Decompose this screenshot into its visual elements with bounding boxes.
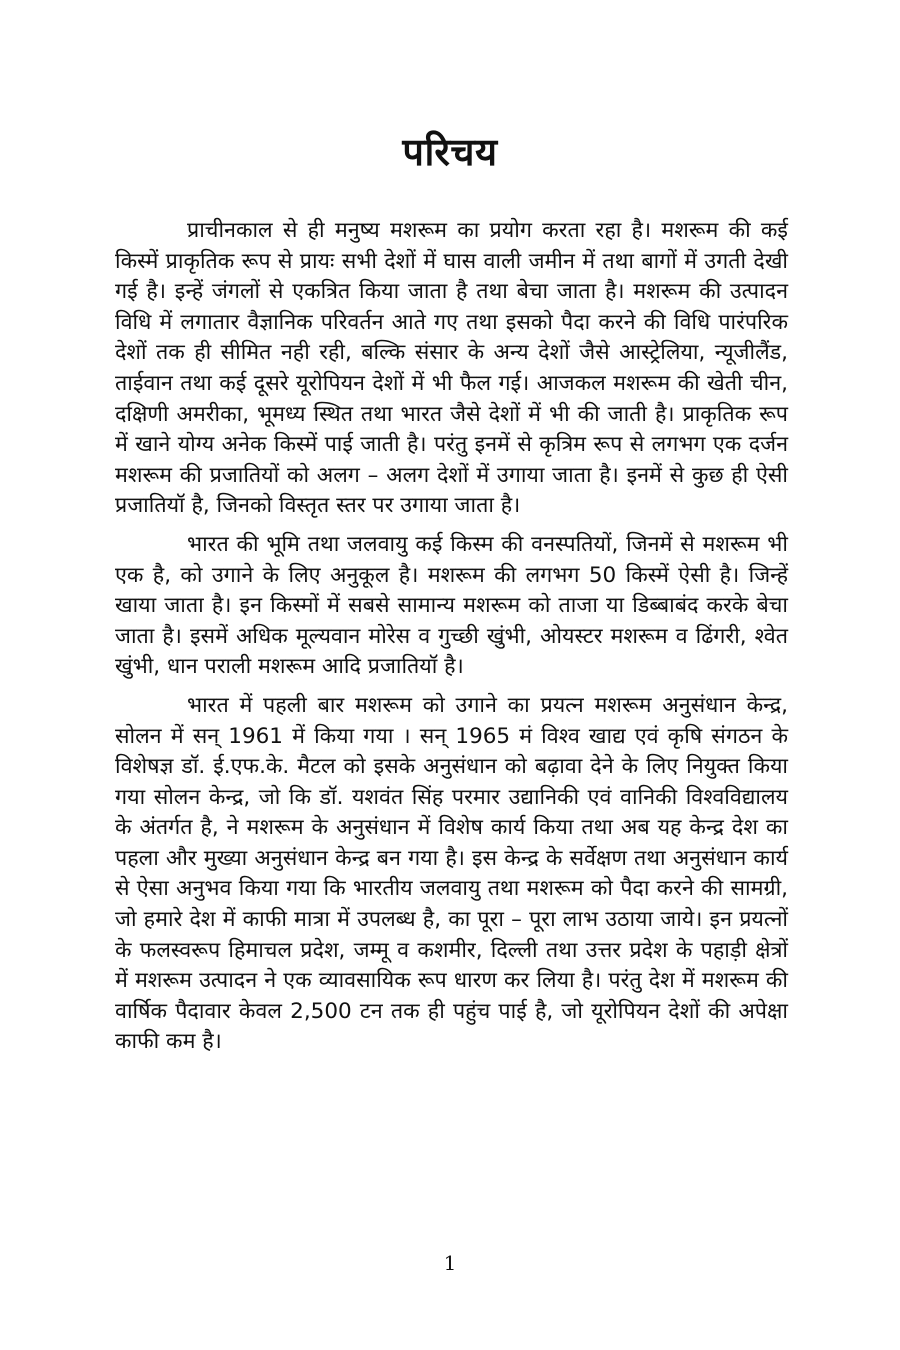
- page-title: परिचय: [402, 130, 498, 174]
- paragraph-research-solan: भारत में पहली बार मशरूम को उगाने का प्रयत्न मशरूम अनुसंधान केन्द्र, सोलन में सन् 1961 में किया गया । सन् 1965 मं विश्व खाद्य एवं कृषि संगठन के विशेषज्ञ डॉ. ई.एफ.के. मैटल को इसके अनुसंधान को बढ़ावा देने के लिए नियुक्त किया गया सोलन केन्द्र, जो कि डॉ. यशवंत सिंह परमार उद्यानिकी एवं वानिकी विश्वविद्यालय के अंतर्गत है, ने मशरूम के अनुसंधान में विशेष कार्य किया तथा अब यह केन्द्र देश का पहला और मुख्या अनुसंधान केन्द्र बन गया है। इस केन्द्र के सर्वेक्षण तथा अनुसंधान कार्य से ऐसा अनुभव किया गया कि भारतीय जलवायु तथा मशरूम को पैदा करने की सामग्री, जो हमारे देश में काफी मात्रा में उपलब्ध है, का पूरा – पूरा लाभ उठाया जाये। इन प्रयत्नों के फलस्वरूप हिमाचल प्रदेश, जम्मू व कशमीर, दिल्ली तथा उत्तर प्रदेश के पहाड़ी क्षेत्रों में मशरूम उत्पादन ने एक व्यावसायिक रूप धारण कर लिया है। परंतु देश में मशरूम की वार्षिक पैदावार केवल 2,500 टन तक ही पहुंच पाई है, जो यूरोपियन देशों की अपेक्षा काफी कम है।: [115, 692, 788, 1055]
- paragraph-india-climate: भारत की भूमि तथा जलवायु कई किस्म की वनस्पतियों, जिनमें से मशरूम भी एक है, को उगाने के लिए अनुकूल है। मशरूम की लगभग 50 किस्में ऐसी है। जिन्हें खाया जाता है। इन किस्मों में सबसे सामान्य मशरूम को ताजा या डिब्बाबंद करके बेचा जाता है। इसमें अधिक मूल्यवान मोरेस व गुच्छी खुंभी, ओयस्टर मशरूम व ढिंगरी, श्वेत खुंभी, धान पराली मशरूम आदि प्रजातियॉ है।: [115, 531, 788, 680]
- body-text: [115, 216, 788, 1066]
- paragraph-intro-history: प्राचीनकाल से ही मनुष्य मशरूम का प्रयोग करता रहा है। मशरूम की कई किस्में प्राकृतिक रूप से प्रायः सभी देशों में घास वाली जमीन में तथा बागों में उगती देखी गई है। इन्हें जंगलों से एकत्रित किया जाता है तथा बेचा जाता है। मशरूम की उत्पादन विधि में लगातार वैज्ञानिक परिवर्तन आते गए तथा इसको पैदा करने की विधि पारंपरिक देशों तक ही सीमित नही रही, बल्कि संसार के अन्य देशों जैसे आस्ट्रेलिया, न्यूजीलैंड, ताईवान तथा कई दूसरे यूरोपियन देशों में भी फैल गई। आजकल मशरूम की खेती चीन, दक्षिणी अमरीका, भूमध्य स्थित तथा भारत जैसे देशों में भी की जाती है। प्राकृतिक रूप में खाने योग्य अनेक किस्में पाई जाती है। परंतु इनमें से कृत्रिम रूप से लगभग एक दर्जन मशरूम की प्रजातियों को अलग – अलग देशों में उगाया जाता है। इनमें से कुछ ही ऐसी प्रजातियॉ है, जिनको विस्तृत स्तर पर उगाया जाता है।: [115, 218, 788, 519]
- page-number: 1: [443, 1251, 457, 1275]
